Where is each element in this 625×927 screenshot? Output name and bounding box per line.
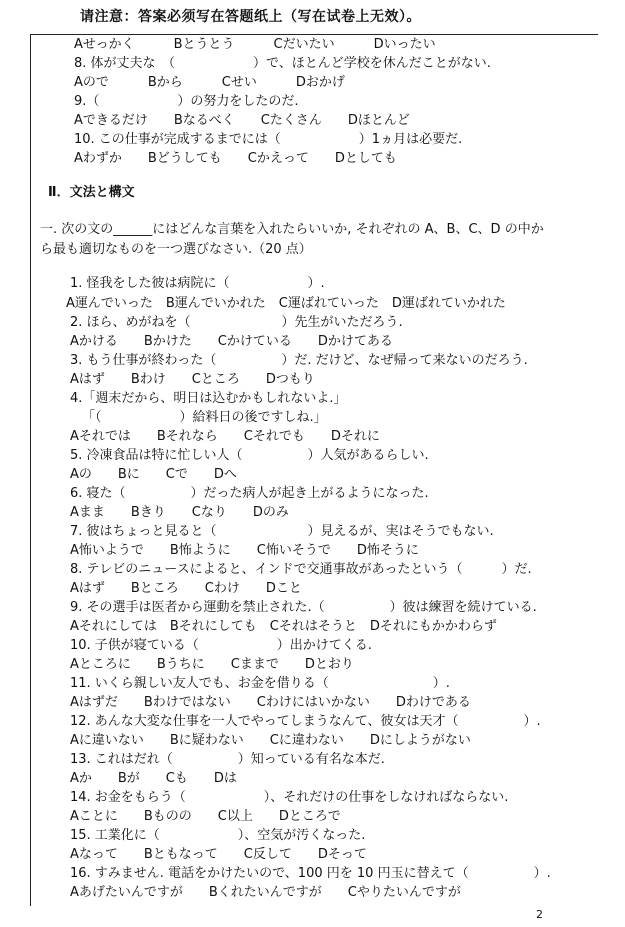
q9-options: Aできるだけ Bなるべく Cたくさん Dほとんど [74, 113, 410, 128]
top-rule [30, 34, 598, 35]
question-13: 13. これはだれ（ ）知っている有名な本だ. [70, 752, 385, 767]
question-9-options: Aそれにしては Bそれにしても Cそれはそうと Dそれにもかかわらず [70, 619, 497, 634]
question-6-options: Aまま Bきり Cなり Dのみ [70, 505, 289, 520]
question-4-line-2: 「（ ）給料日の後ですしね.」 [82, 410, 327, 425]
q8-text: 8. 体が丈夫な （ ）で、ほとんど学校を休んだことがない. [74, 56, 491, 71]
question-5: 5. 冷凍食品は特に忙しい人（ ）人気があるらしい. [70, 448, 429, 463]
q7-options: Aせっかく Bとうとう Cだいたい Dいったい [74, 37, 436, 52]
question-11-options: Aはずだ Bわけではない Cわけにはいかない Dわけである [70, 695, 471, 710]
section-heading: Ⅱ．文法と構文 [48, 185, 135, 200]
question-1-options: A運んでいった B運んでいかれた C運ばれていった D運ばれていかれた [66, 296, 506, 311]
question-14: 14. お金をもらう（ ）、それだけの仕事をしなければならない. [70, 790, 509, 805]
question-10-options: Aところに Bうちに Cままで Dとおり [70, 657, 354, 672]
question-12-options: Aに違いない Bに疑わない Cに違わない Dにしようがない [70, 733, 471, 748]
question-15-options: Aなって Bともなって C反して Dそって [70, 847, 367, 862]
question-9: 9. その選手は医者から運動を禁止された.（ ）彼は練習を続けている. [70, 600, 537, 615]
question-7: 7. 彼はちょっと見ると（ ）見えるが、実はそうでもない. [70, 524, 494, 539]
question-8-options: Aはず Bところ Cわけ Dこと [70, 581, 302, 596]
instruction-line-1: 一. 次の文の______にはどんな言葉を入れたらいいか, それぞれの A、B、C、D の中か [40, 222, 544, 237]
question-5-options: Aの Bに Cで Dへ [70, 467, 237, 482]
q8-options: Aので Bから Cせい Dおかげ [74, 75, 345, 90]
notice-header: 请注意：答案必须写在答题纸上（写在试卷上无效）。 [80, 9, 421, 25]
question-11: 11. いくら親しい友人でも、お金を借りる（ ）. [70, 676, 450, 691]
question-3: 3. もう仕事が終わった（ ）だ. だけど、なぜ帰って来ないのだろう. [70, 353, 528, 368]
question-14-options: Aことに Bものの C以上 Dところで [70, 809, 341, 824]
question-2-options: Aかける Bかけた Cかけている Dかけてある [70, 334, 393, 349]
question-4-options: Aそれでは Bそれなら Cそれでも Dそれに [70, 429, 380, 444]
question-4: 4.「週末だから、明日は込むかもしれないよ.」 [70, 391, 347, 406]
question-6: 6. 寝た（ ）だった病人が起き上がるようになった. [70, 486, 429, 501]
q9-text: 9.（ ）の努力をしたのだ. [74, 94, 299, 109]
question-1: 1. 怪我をした彼は病院に（ ）. [70, 276, 325, 291]
question-10: 10. 子供が寝ている（ ）出かけてくる. [70, 638, 372, 653]
instruction-line-2: ら最も適切なものを一つ選びなさい.（20 点） [40, 242, 312, 257]
question-13-options: Aか Bが Cも Dは [70, 771, 237, 786]
question-16-options: Aあげたいんですが Bくれたいんですが Cやりたいんですが [70, 885, 461, 900]
question-16: 16. すみません. 電話をかけたいので、100 円を 10 円玉に替えて（ ）. [70, 866, 551, 881]
question-7-options: A怖いようで B怖ように C怖いそうで D怖そうに [70, 543, 419, 558]
question-3-options: Aはず Bわけ Cところ Dつもり [70, 372, 315, 387]
q10-options: Aわずか Bどうしても Cかえって Dとしても [74, 151, 397, 166]
left-margin-rule [30, 34, 31, 906]
q10-text: 10. この仕事が完成するまでには（ ）1ヵ月は必要だ. [74, 132, 463, 147]
question-8: 8. テレビのニュースによると、インドで交通事故があったという（ ）だ. [70, 562, 532, 577]
page-number: 2 [536, 908, 543, 921]
question-15: 15. 工業化に（ ）、空気が汚くなった. [70, 828, 366, 843]
question-12: 12. あんな大変な仕事を一人でやってしまうなんて、彼女は天才（ ）. [70, 714, 541, 729]
question-2: 2. ほら、めがねを（ ）先生がいただろう. [70, 315, 403, 330]
